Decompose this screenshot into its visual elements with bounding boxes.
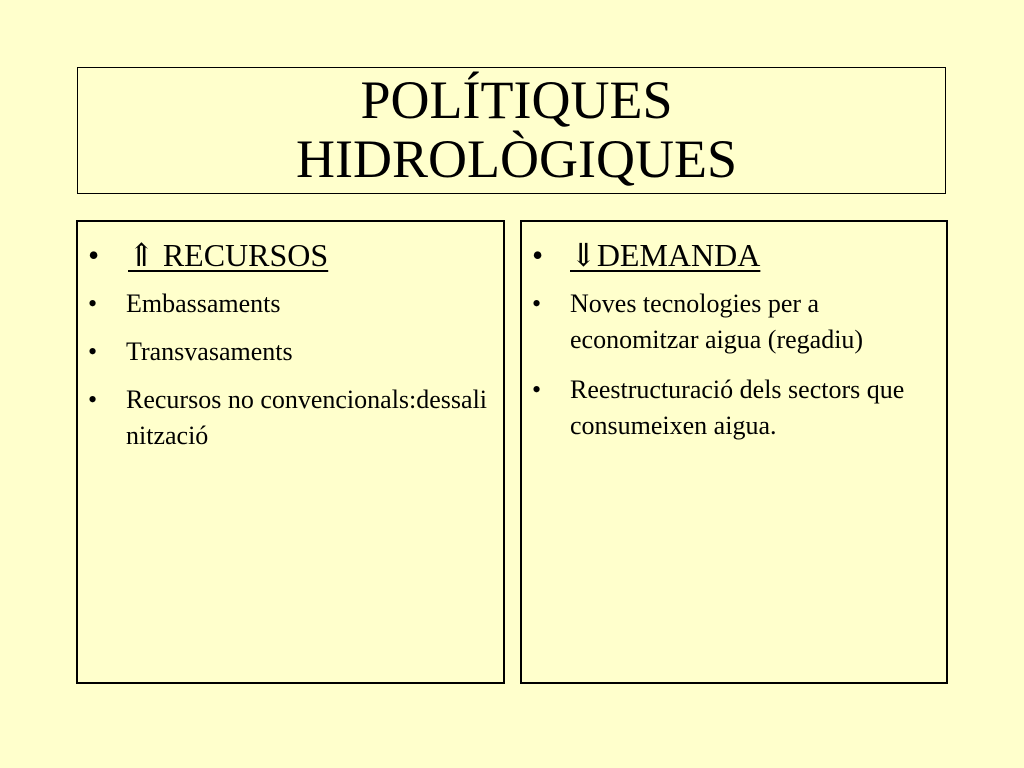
list-item (78, 334, 503, 370)
list-item-text: Transvasaments (126, 337, 293, 366)
bullet-icon: • (88, 237, 100, 273)
recursos-panel (76, 220, 505, 684)
list-item-text: Reestructuració dels sectors que consumeixen aigua. (570, 375, 905, 440)
list-item (522, 372, 946, 444)
bullet-icon: • (88, 337, 98, 366)
demanda-heading: ⇓DEMANDA (570, 237, 761, 273)
recursos-list (78, 222, 503, 454)
recursos-heading-item (78, 235, 503, 275)
list-item-text: Embassaments (126, 289, 281, 318)
list-item-text: Noves tecnologies per a economitzar aigua (regadiu) (570, 289, 864, 354)
list-item (78, 286, 503, 322)
slide-title-line-1: POLÍTIQUES (360, 70, 673, 130)
recursos-heading: ⇑ RECURSOS (128, 237, 329, 273)
bullet-icon: • (532, 289, 542, 318)
list-item (78, 382, 503, 454)
bullet-icon: • (88, 289, 98, 318)
bullet-icon: • (532, 237, 544, 273)
slide-title-line-2: HIDROLÒGIQUES (296, 129, 737, 189)
list-item-text: Recursos no convencionals:dessalinització (126, 385, 488, 450)
title-box (77, 67, 946, 194)
bullet-icon: • (88, 385, 98, 414)
demanda-panel (520, 220, 948, 684)
bullet-icon: • (532, 375, 542, 404)
list-item (522, 286, 946, 358)
demanda-heading-item (522, 235, 946, 275)
demanda-list (522, 222, 946, 444)
